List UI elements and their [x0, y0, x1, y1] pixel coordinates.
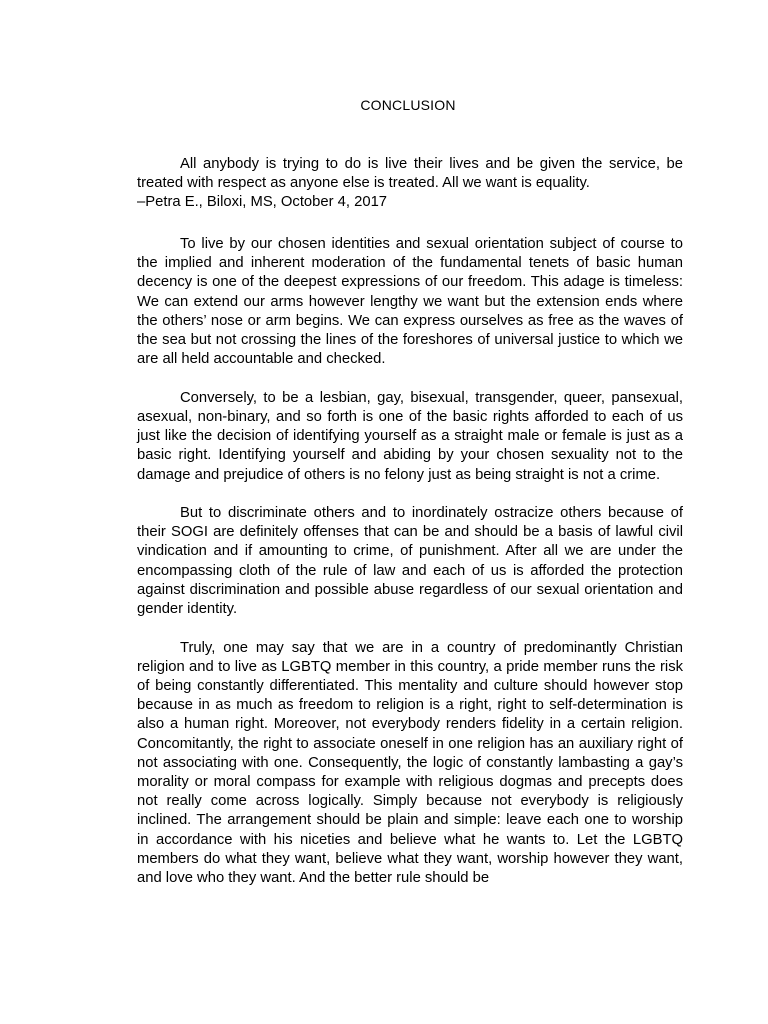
paragraph: Truly, one may say that we are in a country of predominantly Christian religion and to live as LGBTQ member in this country, a pride member runs the risk of being constantly differentiated. This mentality and culture should however stop because in as much as freedom to religion is a right, right to self-determination is also a human right. Moreover, not everybody renders fidelity in a certain religion. Concomitantly, the right to associate oneself in one religion has an auxiliary right of not associating with one. Consequently, the logic of constantly lambasting a gay’s morality or moral compass for example with religious dogmas and precepts does not really come across logically. Simply because not everybody is religiously inclined. The arrangement should be plain and simple: leave each one to worship in accordance with his niceties and believe what he wants to. Let the LGBTQ members do what they want, believe what they want, worship however they want, and love who they want. And the better rule should be: [137, 639, 683, 886]
body-text: [137, 235, 683, 907]
epigraph-quote: All anybody is trying to do is live their lives and be given the service, be treated with respect as anyone else is treated. All we want is equality.: [137, 156, 683, 192]
paragraph: Conversely, to be a lesbian, gay, bisexual, transgender, queer, pansexual, asexual, non-binary, and so forth is one of the basic rights afforded to each of us just like the decision of identifying yourself as a straight male or female is just as a basic right. Identifying yourself and abiding by your chosen sexuality not to the damage and prejudice of others is no felony just as being straight is not a crime.: [137, 389, 683, 483]
epigraph: [137, 155, 683, 213]
page-title: CONCLUSION: [360, 97, 456, 113]
paragraph: To live by our chosen identities and sexual orientation subject of course to the implied and inherent moderation of the fundamental tenets of basic human decency is one of the deepest expressions of our freedom. This adage is timeless: We can extend our arms however lengthy we want but the extension ends where the others’ nose or arm begins. We can express ourselves as free as the waves of the sea but not crossing the lines of the foreshores of universal justice to which we are all held accountable and checked.: [137, 236, 683, 368]
epigraph-attribution: –Petra E., Biloxi, MS, October 4, 2017: [137, 194, 388, 211]
paragraph: But to discriminate others and to inordinately ostracize others because of their SOGI are definitely offenses that can be and should be a basis of lawful civil vindication and if amounting to crime, of punishment. After all we are under the encompassing cloth of the rule of law and each of us is afforded the protection against discrimination and possible abuse regardless of our sexual orientation and gender identity.: [137, 505, 683, 618]
